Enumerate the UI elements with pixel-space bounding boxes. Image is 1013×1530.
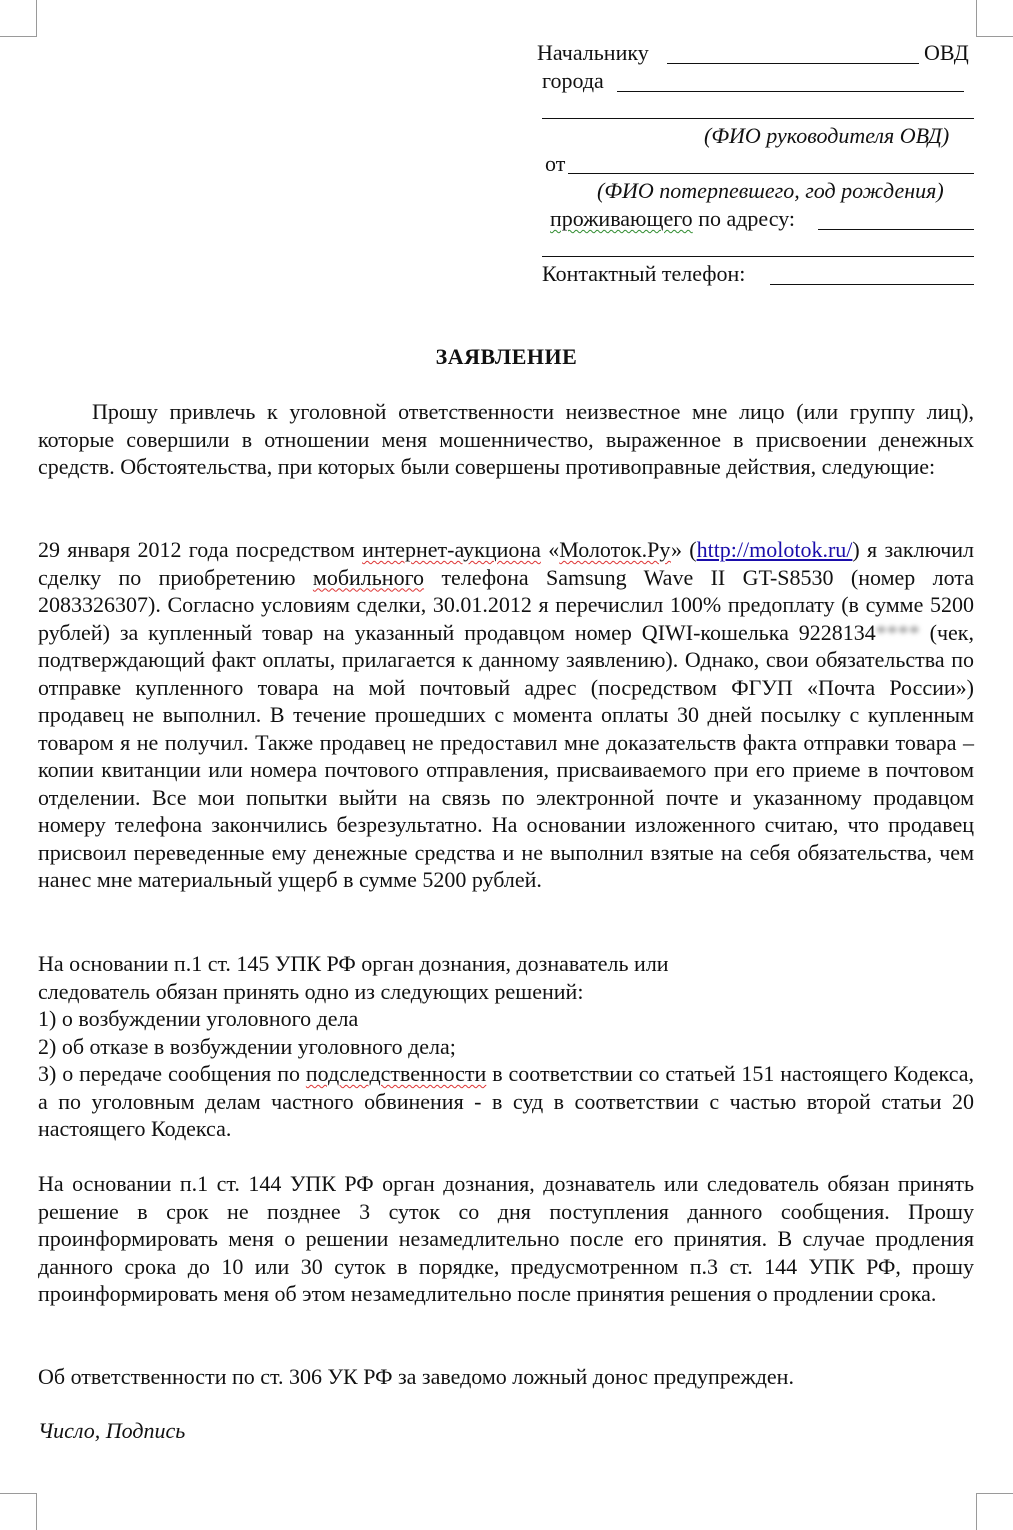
article-144-paragraph: На основании п.1 ст. 144 УПК РФ орган дознания, дознаватель или следователь обязан принять решение в срок не позднее 3 суток со дня поступления данного сообщения. Прошу проинформировать меня о решении незамедлительно после его принятия. В случае продления данного срока до 10 или 30 суток в порядке, предусмотренном п.3 ст. 144 УПК РФ, прошу проинформировать меня об этом незамедлительно после принятия решения о продлении срока.: [38, 1171, 974, 1306]
auction-word: интернет-аукциона: [362, 537, 541, 562]
address-label-rest: по адресу:: [692, 206, 796, 231]
body-text-5: телефона Samsung Wave II GT-S8530 (номер лота 2083326307). Согласно условиям сделки, 30.01.2012 я перечислил 100% предоплату (в сумме 5200 рублей) за купленный товар на указанный продавцом номер QIWI-кошелька 9228134: [38, 564, 974, 645]
body-text-3: » (: [670, 537, 697, 562]
corner-mark-bottom-right: [976, 1493, 1013, 1530]
header-to-label: Начальнику: [537, 40, 649, 65]
article-145-block: [38, 950, 974, 1143]
corner-mark-top-right: [976, 0, 1013, 37]
city-line: [617, 91, 964, 92]
head-name-line: [667, 63, 919, 64]
ovd-extra-line: [542, 118, 974, 119]
header-ovd: ОВД: [924, 40, 969, 65]
corner-mark-bottom-left: [0, 1493, 37, 1530]
liability-warning: Об ответственности по ст. 306 УК РФ за заведомо ложный донос предупрежден.: [38, 1364, 794, 1389]
circumstances-paragraph: [38, 536, 974, 894]
header-address-label: [550, 206, 795, 232]
date-signature: Число, Подпись: [38, 1418, 186, 1443]
header-from-label: от: [545, 151, 566, 176]
phone-line: [770, 284, 974, 285]
intro-paragraph: Прошу привлечь к уголовной ответственности неизвестное мне лицо (или группу лиц), которые совершили в отношении меня мошенничество, выраженное в присвоении денежных средств. Обстоятельства, при которых были совершены противоправные действия, следующие:: [38, 399, 974, 479]
item3-text-1: 3) о передаче сообщения по: [38, 1061, 306, 1086]
header-city-label: города: [542, 68, 604, 93]
item3-underlined-word: подследственности: [305, 1061, 487, 1086]
address-extra-line: [542, 256, 974, 257]
document-title: ЗАЯВЛЕНИЕ: [435, 344, 578, 369]
decision-item-2: 2) об отказе в возбуждении уголовного дела;: [38, 1033, 456, 1059]
decision-item-3: [38, 1060, 974, 1143]
victim-name-line: [568, 173, 974, 174]
site-name: Молоток.Ру: [559, 537, 671, 562]
victim-hint: (ФИО потерпевшего, год рождения): [597, 178, 944, 203]
body-text-2: «: [540, 537, 560, 562]
decision-item-1: 1) о возбуждении уголовного дела: [38, 1006, 359, 1031]
corner-mark-top-left: [0, 0, 37, 37]
phone-word: мобильного: [312, 564, 425, 590]
address-line: [818, 229, 974, 230]
address-label-word: проживающего: [550, 206, 693, 231]
body-text-6: (чек, подтверждающий факт оплаты, прилагается к данному заявлению). Однако, свои обязательства по отправке купленного товара на мой почтовый адрес (посредством ФГУП «Почта России») продавец не выполнил. В течение прошедших с момента оплаты 30 дней посылку с купленным товаром я не получил. Также продавец не предоставил мне доказательств факта отправки товара – копии квитанции или номера почтового отправления, присваиваемого при его приеме в почтовом отделении. Все мои попытки выйти на связь по электронной почте и указанному продавцом номеру телефона закончились безрезультатно. На основании изложенного считаю, что продавец присвоил переведенные ему денежные средства и не выполнил взятые на себя обязательства, чем нанес мне материальный ущерб в сумме 5200 рублей.: [38, 619, 974, 892]
header-phone-label: Контактный телефон:: [542, 261, 746, 286]
article-145-line-1: На основании п.1 ст. 145 УПК РФ орган дознания, дознаватель или: [38, 951, 669, 976]
body-text-4: ) я заключил сделку по приобретению: [38, 537, 975, 590]
article-145-line-2: следователь обязан принять одно из следующих решений:: [38, 978, 584, 1004]
body-text-1: 29 января 2012 года посредством: [38, 537, 363, 562]
head-name-hint: (ФИО руководителя ОВД): [704, 123, 950, 148]
hidden-wallet-digits: ****: [875, 619, 920, 645]
molotok-link[interactable]: http://molotok.ru/: [696, 537, 853, 562]
item3-text-2: в соответствии со статьей 151 настоящего Кодекса, а по уголовным делам частного обвинения - в суд в соответствии с частью второй статьи 20 настоящего Кодекса.: [38, 1061, 974, 1141]
